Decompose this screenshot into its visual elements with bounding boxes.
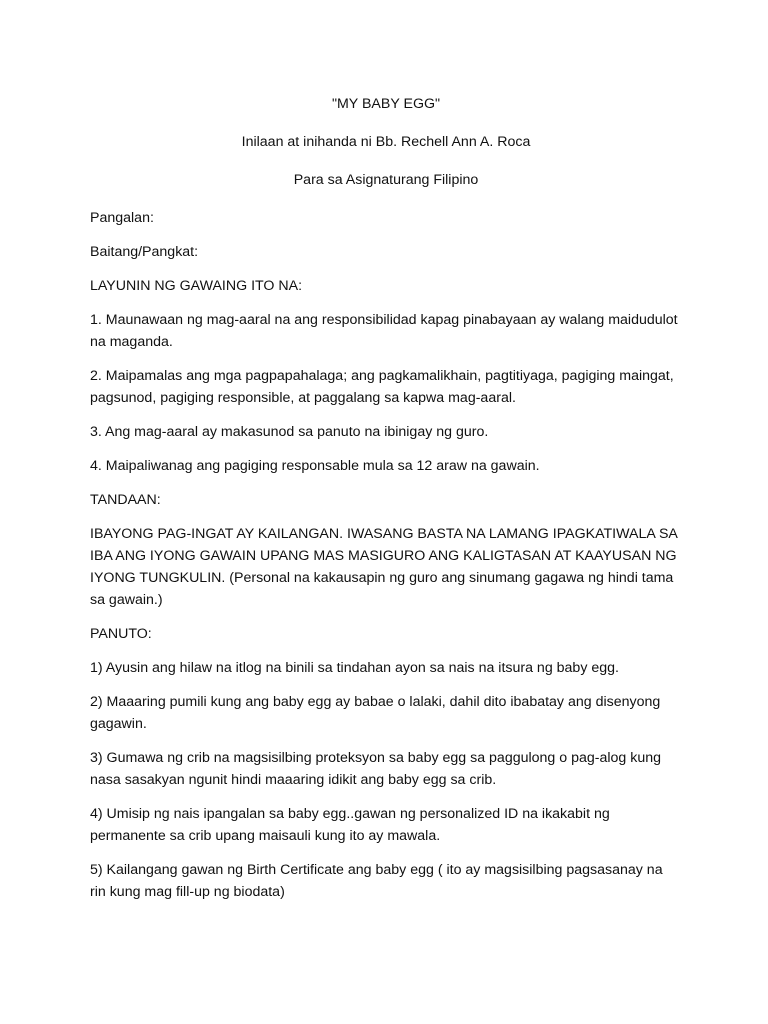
objective-item: 1. Maunawaan ng mag-aaral na ang responsibilidad kapag pinabayaan ay walang maidudulot na maganda. xyxy=(90,312,678,350)
instruction-item: 2) Maaaring pumili kung ang baby egg ay babae o lalaki, dahil dito ibabatay ang disenyong gagawin. xyxy=(90,694,661,732)
document-body xyxy=(90,93,682,915)
instructions-heading: PANUTO: xyxy=(90,626,152,642)
objective-item: 3. Ang mag-aaral ay makasunod sa panuto na ibinigay ng guro. xyxy=(90,424,489,440)
subject-line: Para sa Asignaturang Filipino xyxy=(293,172,479,188)
document-title: "MY BABY EGG" xyxy=(331,96,441,112)
instruction-item: 4) Umisip ng nais ipangalan sa baby egg..gawan ng personalized ID na ikakabit ng permanente sa crib upang maisauli kung ito ay mawala. xyxy=(90,806,610,844)
reminder-heading: TANDAAN: xyxy=(90,492,161,508)
objectives-heading: LAYUNIN NG GAWAING ITO NA: xyxy=(90,278,303,294)
objective-item: 2. Maipamalas ang mga pagpapahalaga; ang pagkamalikhain, pagtitiyaga, pagiging maingat, pagsunod, pagiging responsible, at paggalang sa kapwa mag-aaral. xyxy=(90,368,674,406)
instruction-item: 1) Ayusin ang hilaw na itlog na binili sa tindahan ayon sa nais na itsura ng baby egg. xyxy=(90,660,619,676)
instruction-item: 5) Kailangang gawan ng Birth Certificate ang baby egg ( ito ay magsisilbing pagsasanay na rin kung mag fill-up ng biodata) xyxy=(90,862,663,900)
reminder-text: IBAYONG PAG-INGAT AY KAILANGAN. IWASANG BASTA NA LAMANG IPAGKATIWALA SA IBA ANG IYONG GAWAIN UPANG MAS MASIGURO ANG KALIGTASAN AT KAAYUSAN NG IYONG TUNGKULIN. (Personal na kakausapin ng guro ang sinumang gagawa ng hindi tama sa gawain.) xyxy=(90,526,678,608)
author-line: Inilaan at inihanda ni Bb. Rechell Ann A. Roca xyxy=(241,134,531,150)
grade-label: Baitang/Pangkat: xyxy=(90,244,199,260)
name-label: Pangalan: xyxy=(90,210,154,226)
instruction-item: 3) Gumawa ng crib na magsisilbing proteksyon sa baby egg sa paggulong o pag-alog kung nasa sasakyan ngunit hindi maaaring idikit ang baby egg sa crib. xyxy=(90,750,662,788)
objective-item: 4. Maipaliwanag ang pagiging responsable mula sa 12 araw na gawain. xyxy=(90,458,540,474)
